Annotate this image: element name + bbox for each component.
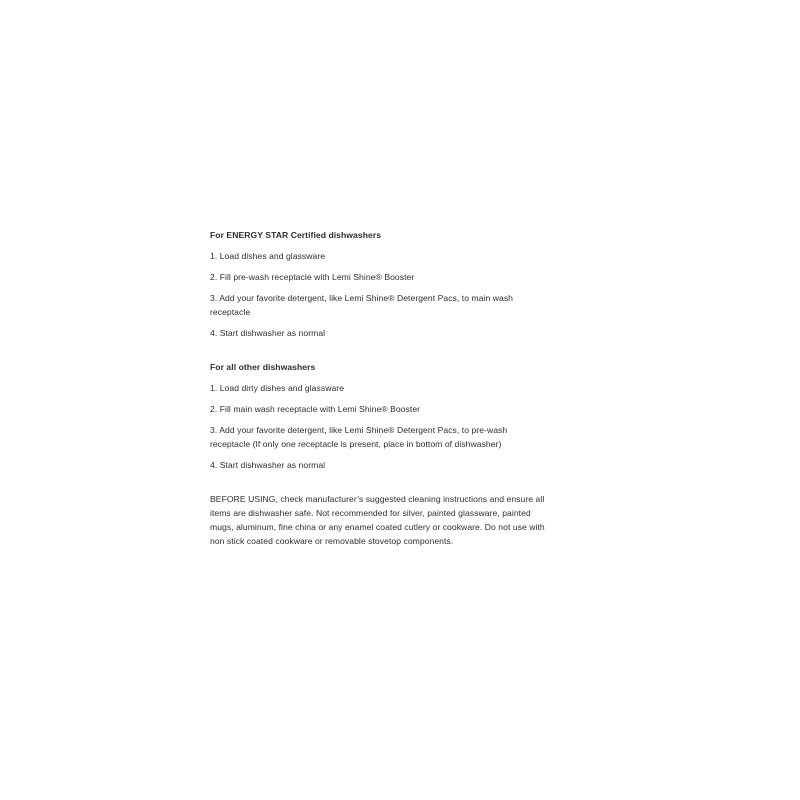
section-heading: For ENERGY STAR Certified dishwashers <box>210 230 382 240</box>
instructions-content <box>210 228 545 548</box>
step-item: 1. Load dishes and glassware <box>210 251 326 261</box>
step-item: 4. Start dishwasher as normal <box>210 460 326 470</box>
step-item: 2. Fill pre-wash receptacle with Lemi Shine® Booster <box>210 272 415 282</box>
step-item: 3. Add your favorite detergent, like Lemi Shine® Detergent Pacs, to pre-wash receptacle (If only one receptacle is present, place in bottom of dishwasher) <box>210 425 508 449</box>
step-item: 4. Start dishwasher as normal <box>210 328 326 338</box>
step-item: 1. Load dirty dishes and glassware <box>210 383 345 393</box>
step-item: 3. Add your favorite detergent, like Lemi Shine® Detergent Pacs, to main wash receptacle <box>210 293 514 317</box>
other-dishwashers-section <box>210 360 545 472</box>
step-item: 2. Fill main wash receptacle with Lemi Shine® Booster <box>210 404 421 414</box>
safety-notice: BEFORE USING, check manufacturer’s suggested cleaning instructions and ensure all items are dishwasher safe. Not recommended for silver, painted glassware, painted mugs, aluminum, fine china or any enamel coated cutlery or cookware. Do not use with non stick coated cookware or removable stovetop components. <box>210 494 545 546</box>
energy-star-section <box>210 228 545 340</box>
section-heading: For all other dishwashers <box>210 362 316 372</box>
